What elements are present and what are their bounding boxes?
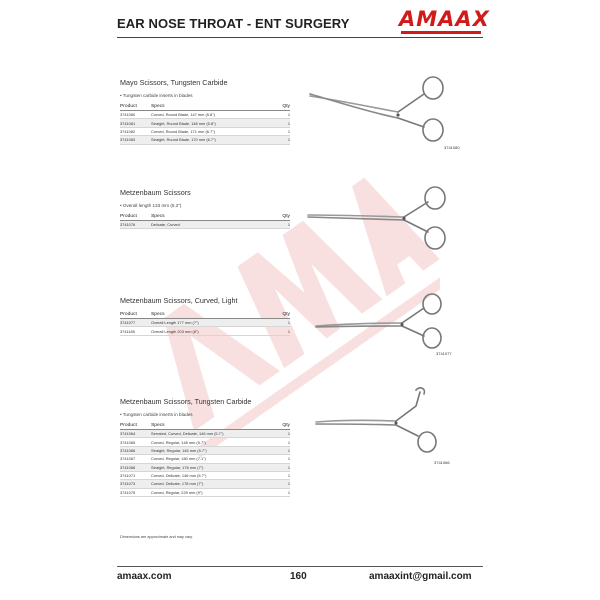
metzenbaum-scissors-image [304,184,454,252]
logo-text: AMAAX [399,7,490,31]
product-specs: Straight, Regular, 178 mm (7") [151,464,204,470]
footer-email[interactable]: amaaxint@gmail.com [369,571,472,582]
section-title: Metzenbaum Scissors, Curved, Light [120,296,238,305]
section-title: Metzenbaum Scissors, Tungsten Carbide [120,397,252,406]
section-mayo-scissors [120,78,290,145]
col-product: Product [120,312,137,317]
page-number: 160 [290,571,307,582]
product-code: 3741076 [120,222,136,228]
product-specs: Curved, Regular, 229 mm (9") [151,489,203,495]
section-metzenbaum-scissors [120,188,290,229]
product-specs: Straight, Round Blade, 170 mm (6.7") [151,137,216,143]
product-specs: Straight, Regular, 146 mm (5.7") [151,447,207,453]
product-qty: 1 [287,120,290,126]
product-specs: Curved, Regular, 146 mm (5.7") [151,439,206,445]
product-qty: 1 [287,464,290,470]
product-specs: Serrated, Curved, Delicate, 146 mm (5.7") [151,431,224,437]
product-qty: 1 [287,320,290,326]
section-title: Mayo Scissors, Tungsten Carbide [120,78,228,87]
product-code: 3741185 [120,328,135,334]
col-qty: Qty [282,312,290,317]
product-code: 3741082 [120,128,136,134]
figure-label: 3741080 [444,145,460,150]
section-note: • Overall length 133 mm (5.2") [120,203,182,208]
footer-rule [117,566,483,567]
product-qty: 1 [287,222,290,228]
table-row [120,489,290,497]
product-code: 3741080 [120,112,136,118]
amaax-logo [399,7,490,35]
mayo-scissors-image [306,72,456,142]
page-title: EAR NOSE THROAT - ENT SURGERY [117,16,350,31]
product-qty: 1 [287,447,290,453]
product-qty: 1 [287,481,290,487]
col-specs: Specs [151,312,165,317]
col-specs: Specs [151,104,165,109]
footnote: Dimensions are approximate and may vary. [120,535,193,539]
product-specs: Overall Length 177 mm (7") [151,320,199,326]
product-code: 3741065 [120,439,136,445]
product-code: 3741075 [120,489,136,495]
table-header [120,311,290,319]
col-product: Product [120,423,137,428]
figure-label: 3741066 [434,460,450,465]
section-note: • Tungsten carbide inserts in blades [120,412,193,417]
table-row [120,438,290,446]
logo-underline [401,31,481,34]
product-code: 3741064 [120,431,136,437]
product-qty: 1 [287,431,290,437]
figure-label: 3741077 [436,351,452,356]
footer-website[interactable]: amaax.com [117,571,172,582]
col-specs: Specs [151,423,165,428]
col-qty: Qty [282,423,290,428]
product-qty: 1 [287,439,290,445]
section-metzenbaum-curved-light [120,296,290,336]
table-row [120,472,290,480]
product-code: 3741081 [120,120,136,126]
product-specs: Curved, Delicate, 178 mm (7") [151,481,204,487]
product-qty: 1 [287,112,290,118]
table-row [120,111,290,119]
table-row [120,430,290,438]
product-qty: 1 [287,137,290,143]
product-qty: 1 [287,328,290,334]
product-code: 3741066 [120,447,136,453]
section-metzenbaum-tungsten-carbide [120,397,290,497]
product-code: 3741073 [120,481,136,487]
section-title: Metzenbaum Scissors [120,188,191,197]
table-row [120,480,290,488]
product-code: 3741068 [120,464,136,470]
product-specs: Curved, Round Blade, 147 mm (5.8") [151,112,215,118]
table-row [120,455,290,463]
metzenbaum-curved-light-image [312,292,457,352]
table-header [120,103,290,111]
product-code: 3741077 [120,320,136,326]
table-row [120,221,290,229]
section-note: • Tungsten carbide inserts in blades [120,93,193,98]
product-specs: Curved, Delicate, 146 mm (5.7") [151,473,207,479]
col-qty: Qty [282,214,290,219]
product-specs: Straight, Round Blade, 148 mm (5.8") [151,120,216,126]
product-code: 3741071 [120,473,136,479]
col-qty: Qty [282,104,290,109]
col-product: Product [120,214,137,219]
table-row [120,319,290,327]
product-qty: 1 [287,128,290,134]
table-row [120,128,290,136]
product-specs: Curved, Regular, 180 mm (7.1") [151,456,206,462]
product-specs: Delicate, Curved [151,222,180,228]
product-qty: 1 [287,456,290,462]
col-product: Product [120,104,137,109]
table-row [120,447,290,455]
table-header [120,213,290,221]
header-rule [117,37,483,38]
product-specs: Curved, Round Blade, 171 mm (6.7") [151,128,215,134]
product-qty: 1 [287,473,290,479]
product-code: 3741067 [120,456,136,462]
metzenbaum-tungsten-image [312,386,452,458]
product-specs: Overall Length 203 mm (8") [151,328,199,334]
col-specs: Specs [151,214,165,219]
table-header [120,422,290,430]
product-code: 3741083 [120,137,136,143]
table-row [120,119,290,127]
table-row [120,136,290,144]
product-qty: 1 [287,489,290,495]
table-row [120,464,290,472]
table-row [120,327,290,335]
